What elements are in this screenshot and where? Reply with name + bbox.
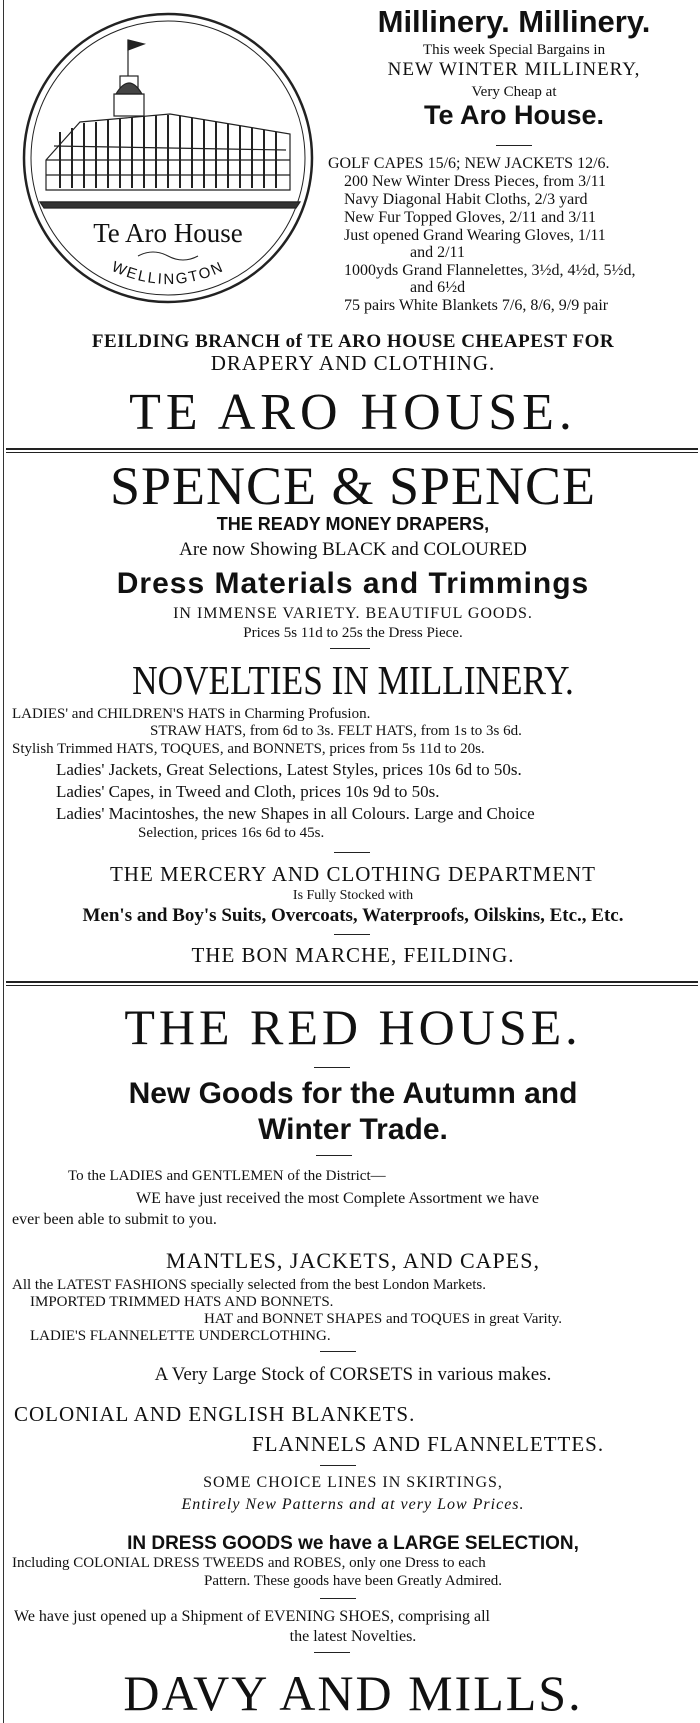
te-aro-footer: TE ARO HOUSE. [129,384,577,441]
feilding-branch: FEILDING BRANCH of TE ARO HOUSE CHEAPEST FOR [91,331,615,352]
price-item: Just opened Grand Wearing Gloves, 1/11 [344,227,606,244]
imported-line: IMPORTED TRIMMED HATS AND BONNETS. [30,1294,334,1310]
immense-variety: IN IMMENSE VARIETY. BEAUTIFUL GOODS. [173,605,533,622]
dress-prices: Prices 5s 11d to 25s the Dress Piece. [243,625,463,641]
seal-title: Te Aro House [93,218,243,248]
shapes-line: HAT and BONNET SHAPES and TOQUES in great Varity. [204,1311,563,1327]
millinery-line: Stylish Trimmed HATS, TOQUES, and BONNETS, prices from 5s 11d to 20s. [12,741,485,757]
spence-subtitle: THE READY MONEY DRAPERS, [216,514,490,534]
divider [334,852,370,853]
te-aro-house-seal [20,10,316,306]
price-item: 1000yds Grand Flannelettes, 3½d, 4½d, 5½d, [344,262,636,279]
price-item: 200 New Winter Dress Pieces, from 3/11 [344,173,606,190]
fully-stocked: Is Fully Stocked with [292,888,414,903]
skirtings-line: SOME CHOICE LINES IN SKIRTINGS, [203,1474,503,1491]
divider [320,1351,356,1352]
underclothing-line: LADIE'S FLANNELETTE UNDERCLOTHING. [30,1328,331,1344]
millinery-heading: Millinery. Millinery. [377,4,651,39]
new-winter-millinery: NEW WINTER MILLINERY, [387,59,641,80]
shoes-line2: the latest Novelties. [289,1628,417,1645]
price-item: GOLF CAPES 15/6; NEW JACKETS 12/6. [328,155,610,172]
section-rule [6,448,698,453]
price-item: Navy Diagonal Habit Cloths, 2/3 yard [344,191,588,208]
millinery-line: Ladies' Macintoshes, the new Shapes in all Colours. Large and Choice [56,804,535,823]
section-rule [6,981,698,986]
building-engraving [40,40,300,208]
novelties-heading: NOVELTIES IN MILLINERY. [132,657,574,703]
shoes-line1: We have just opened up a Shipment of EVENING SHOES, comprising all [14,1608,490,1625]
received-line1: WE have just received the most Complete Assortment we have [136,1190,539,1207]
mantles-heading: MANTLES, JACKETS, AND CAPES, [166,1248,540,1273]
mercery-heading: THE MERCERY AND CLOTHING DEPARTMENT [109,862,597,886]
corsets-line: A Very Large Stock of CORSETS in various makes. [154,1364,552,1385]
dress-materials: Dress Materials and Trimmings [116,567,590,600]
seal-subtitle: WELLINGTON [109,258,227,289]
millinery-line: Ladies' Capes, in Tweed and Cloth, prices 10s 9d to 50s. [56,782,440,801]
blankets-line: COLONIAL AND ENGLISH BLANKETS. [14,1402,416,1426]
spence-showing: Are now Showing BLACK and COLOURED [179,539,527,560]
divider [496,145,532,146]
mens-suits: Men's and Boy's Suits, Overcoats, Waterproofs, Oilskins, Etc., Etc. [82,905,624,926]
seal-subtitle-text [109,258,227,288]
tweeds-line1: Including COLONIAL DRESS TWEEDS and ROBES, only one Dress to each [12,1555,486,1571]
price-item: New Fur Topped Gloves, 2/11 and 3/11 [344,209,597,226]
millinery-line: LADIES' and CHILDREN'S HATS in Charming Profusion. [12,706,371,722]
new-goods-line1: New Goods for the Autumn and [128,1077,578,1110]
price-item: 75 pairs White Blankets 7/6, 8/6, 9/9 pair [344,297,609,314]
store-name: Te Aro House. [423,100,605,130]
millinery-line: Ladies' Jackets, Great Selections, Latest Styles, prices 10s 6d to 50s. [56,760,522,779]
fashions-line: All the LATEST FASHIONS specially selected from the best London Markets. [12,1277,486,1293]
new-goods-line2: Winter Trade. [258,1113,448,1146]
millinery-line: STRAW HATS, from 6d to 3s. FELT HATS, from 1s to 3s 6d. [150,723,522,739]
davy-mills-footer: DAVY AND MILLS. [123,1665,583,1721]
bon-marche: THE BON MARCHE, FEILDING. [191,943,515,967]
tweeds-line2: Pattern. These goods have been Greatly Admired. [204,1573,502,1589]
divider [316,1155,352,1156]
millinery-line: Selection, prices 16s 6d to 45s. [138,825,325,841]
very-cheap: Very Cheap at [471,84,557,100]
divider [314,1652,350,1653]
divider [320,1598,356,1599]
divider [314,1067,350,1068]
divider [330,648,370,649]
received-line2: ever been able to submit to you. [12,1211,217,1228]
price-item: and 6½d [410,279,466,296]
special-bargains: This week Special Bargains in [422,42,606,58]
dress-goods-heading: IN DRESS GOODS we have a LARGE SELECTION, [127,1533,579,1554]
drapery-clothing: DRAPERY AND CLOTHING. [210,351,496,375]
divider [334,934,370,935]
spence-title: SPENCE & SPENCE [109,456,597,516]
left-column-rule [3,0,4,1723]
price-item: and 2/11 [410,244,465,261]
flannels-line: FLANNELS AND FLANNELETTES. [252,1432,605,1456]
patterns-line: Entirely New Patterns and at very Low Prices. [181,1496,525,1513]
red-house-title: THE RED HOUSE. [124,999,582,1055]
ladies-gentlemen: To the LADIES and GENTLEMEN of the District— [68,1168,386,1184]
divider [320,1465,356,1466]
